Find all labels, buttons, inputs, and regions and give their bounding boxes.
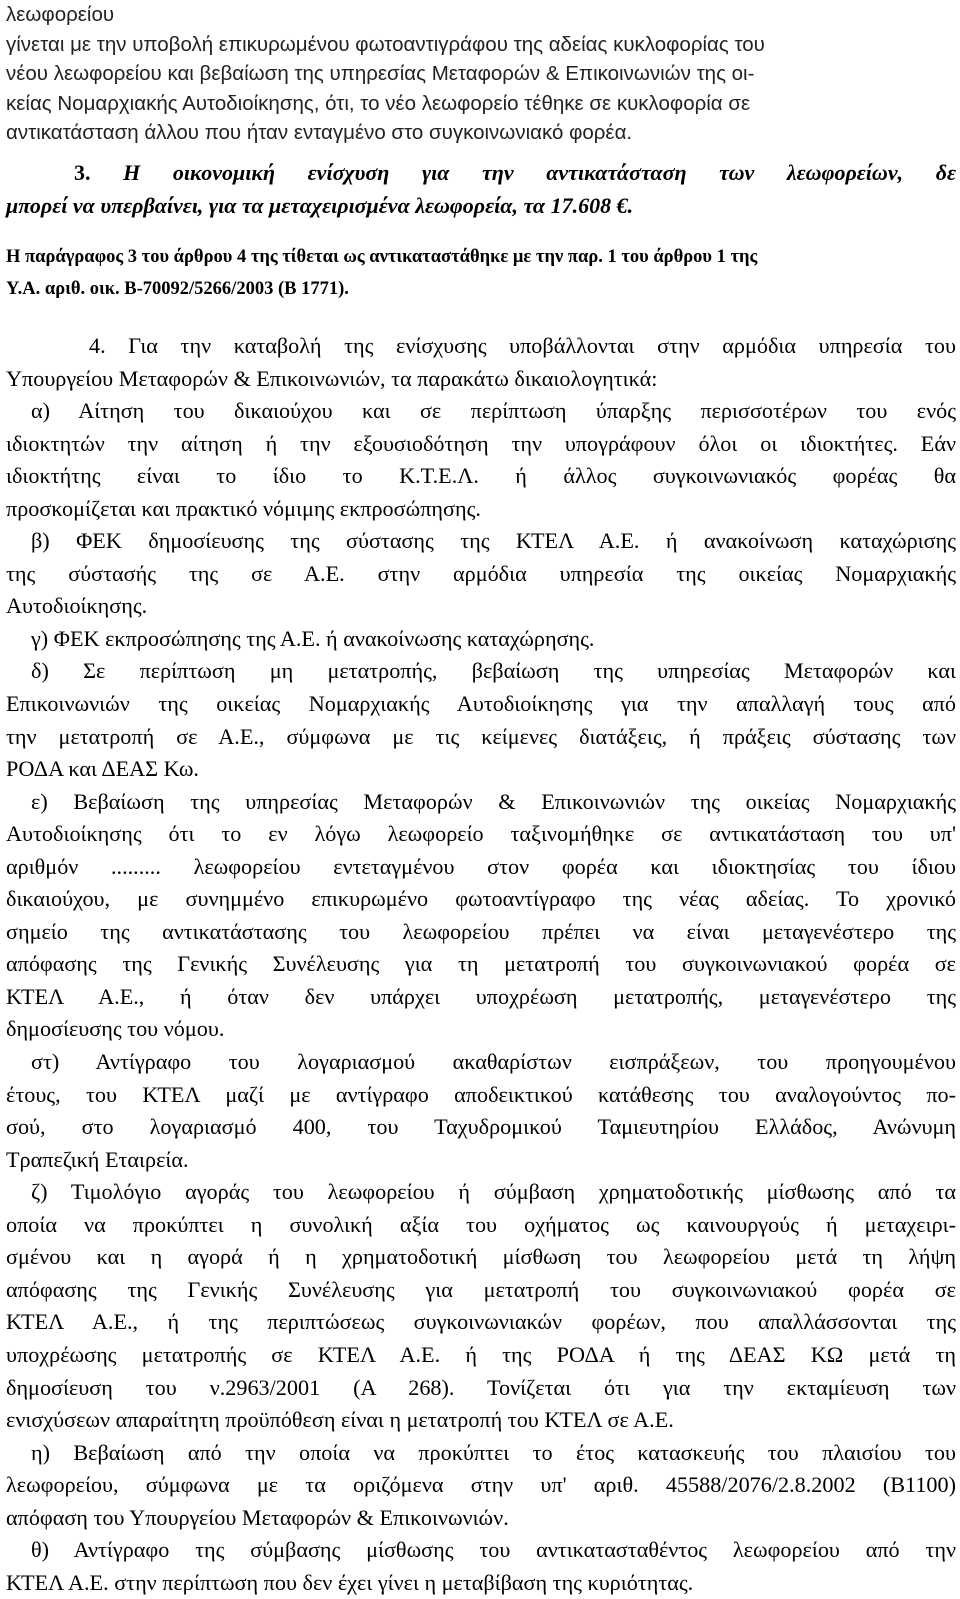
body-line: 4. Για την καταβολή της ενίσχυσης υποβάλλονται στην αρμόδια υπηρεσία του: [89, 333, 956, 358]
item-4-section: [6, 330, 956, 1599]
body-line: αριθμόν ......... λεωφορείου εντεταγμένου στον φορέα και ιδιοκτησίας του ίδιου: [6, 853, 956, 879]
body-line: Τραπεζική Εταιρεία.: [6, 1146, 189, 1172]
body-line: Επικοινωνιών της οικείας Νομαρχιακής Αυτοδιοίκησης για την απαλλαγή τους από: [6, 691, 956, 717]
body-line: δημοσίευσης του νόμου.: [6, 1016, 225, 1042]
note-line-1: Η παράγραφος 3 του άρθρου 4 της τίθεται ως αντικαταστάθηκε με την παρ. 1 του άρθρου 1 της: [6, 247, 758, 267]
body-line: προσκομίζεται και πρακτικό νόμιμης εκπροσώπησης.: [6, 495, 481, 521]
item-3-number: 3.: [74, 160, 91, 185]
body-line: ιδιοκτήτης είναι το ίδιο το Κ.Τ.Ε.Λ. ή άλλος συγκοινωνιακός φορέας θα: [6, 463, 956, 489]
body-line: ε) Βεβαίωση της υπηρεσίας Μεταφορών & Επικοινωνιών της οικείας Νομαρχιακής: [31, 788, 956, 814]
body-line: β) ΦΕΚ δημοσίευσης της σύστασης της ΚΤΕΛ Α.Ε. ή ανακοίνωση καταχώρισης: [31, 528, 956, 554]
body-line: υποχρέωσης μετατροπής σε ΚΤΕΛ Α.Ε. ή της ΡΟΔΑ ή της ΔΕΑΣ ΚΩ μετά τη: [6, 1341, 956, 1367]
body-line: δημοσίευση του ν.2963/2001 (Α 268). Τονίζεται ότι για την εκταμίευση των: [6, 1374, 956, 1400]
body-line: Αυτοδιοίκησης.: [6, 593, 148, 619]
body-line: σμένου και η αγορά ή η χρηματοδοτική μίσθωση του λεωφορείου μετά τη λήψη: [6, 1244, 956, 1270]
intro-line: αντικατάσταση άλλου που ήταν ενταγμένο στο συγκοινωνιακό φορέα.: [6, 121, 633, 145]
body-line: ΚΤΕΛ Α.Ε., ή όταν δεν υπάρχει υποχρέωση μετατροπής, μεταγενέστερο της: [6, 983, 956, 1009]
body-line: απόφασης της Γενικής Συνέλευσης για μετατροπή του συγκοινωνιακού φορέα σε: [6, 1276, 956, 1302]
intro-paragraph: [6, 0, 956, 148]
intro-line: κείας Νομαρχιακής Αυτοδιοίκησης, ότι, το νέο λεωφορείο τέθηκε σε κυκλοφορία σε: [6, 91, 751, 115]
body-line: της σύστασής της σε Α.Ε. στην αρμόδια υπηρεσία της οικείας Νομαρχιακής: [6, 560, 956, 586]
body-line: απόφαση του Υπουργείου Μεταφορών & Επικοινωνιών.: [6, 1504, 509, 1530]
body-line: Αυτοδιοίκησης ότι το εν λόγω λεωφορείο ταξινομήθηκε σε αντικατάσταση του υπ': [6, 821, 956, 847]
body-line: λεωφορείου, σύμφωνα με τα οριζόμενα στην υπ' αριθ. 45588/2076/2.8.2002 (Β1100): [6, 1472, 956, 1498]
body-line: σημείο της αντικατάστασης του λεωφορείου πρέπει να είναι μεταγενέστερο της: [6, 918, 956, 944]
body-line: δικαιούχου, με συνημμένο επικυρωμένο φωτοαντίγραφο της νέας αδείας. Το χρονικό: [6, 886, 956, 912]
intro-line: γίνεται με την υποβολή επικυρωμένου φωτοαντιγράφου της αδείας κυκλοφορίας του: [6, 32, 765, 56]
body-line: δ) Σε περίπτωση μη μετατροπής, βεβαίωση της υπηρεσίας Μεταφορών και: [31, 658, 956, 684]
item-3-line-2: μπορεί να υπερβαίνει, για τα μεταχειρισμένα λεωφορεία, τα 17.608 €.: [6, 193, 634, 218]
note-line-2: Υ.Α. αριθ. οικ. Β-70092/5266/2003 (Β 1771).: [6, 279, 349, 299]
body-line: ιδιοκτητών την αίτηση ή την εξουσιοδότηση την υπογράφουν όλοι οι ιδιοκτήτες. Εάν: [6, 430, 956, 456]
body-line: ΚΤΕΛ Α.Ε., ή της περιπτώσεως συγκοινωνιακών φορέων, που απαλλάσσονται της: [6, 1309, 956, 1335]
body-line: έτους, του ΚΤΕΛ μαζί με αντίγραφο αποδεικτικού κατάθεσης του αναλογούντος πο-: [6, 1081, 956, 1107]
intro-line: νέου λεωφορείου και βεβαίωση της υπηρεσίας Μεταφορών & Επικοινωνιών της οι-: [6, 62, 755, 86]
body-line: την μετατροπή σε Α.Ε., σύμφωνα με τις κείμενες διατάξεις, ή πράξεις σύστασης των: [6, 723, 956, 749]
item-3-paragraph: [6, 156, 956, 222]
body-line: γ) ΦΕΚ εκπροσώπησης της Α.Ε. ή ανακοίνωσης καταχώρησης.: [31, 625, 595, 651]
item-3-line-1: Η οικονομική ενίσχυση για την αντικατάσταση των λεωφορείων, δε: [123, 160, 956, 185]
amendment-note: [6, 241, 956, 305]
body-line: ΡΟΔΑ και ΔΕΑΣ Κω.: [6, 756, 199, 782]
intro-line: λεωφορείου: [6, 3, 115, 26]
body-line: α) Αίτηση του δικαιούχου και σε περίπτωση ύπαρξης περισσοτέρων του ενός: [31, 398, 956, 424]
body-line: θ) Αντίγραφο της σύμβασης μίσθωσης του αντικατασταθέντος λεωφορείου από την: [31, 1537, 956, 1563]
body-line: στ) Αντίγραφο του λογαριασμού ακαθαρίστων εισπράξεων, του προηγουμένου: [31, 1049, 956, 1075]
body-line: απόφασης της Γενικής Συνέλευσης για τη μετατροπή του συγκοινωνιακού φορέα σε: [6, 951, 956, 977]
body-line: οποία να προκύπτει η συνολική αξία του οχήματος ως καινουργούς ή μεταχειρι-: [6, 1211, 956, 1237]
body-line: Υπουργείου Μεταφορών & Επικοινωνιών, τα παρακάτω δικαιολογητικά:: [6, 365, 658, 391]
body-line: η) Βεβαίωση από την οποία να προκύπτει το έτος κατασκευής του πλαισίου του: [31, 1439, 956, 1465]
body-line: σού, στο λογαριασμό 400, του Ταχυδρομικού Ταμιευτηρίου Ελλάδος, Ανώνυμη: [6, 1114, 956, 1140]
body-line: ζ) Τιμολόγιο αγοράς του λεωφορείου ή σύμβαση χρηματοδοτικής μίσθωσης από τα: [31, 1179, 956, 1205]
body-line: ενισχύσεων απαραίτητη προϋπόθεση είναι η μετατροπή του ΚΤΕΛ σε Α.Ε.: [6, 1407, 674, 1433]
body-line: ΚΤΕΛ Α.Ε. στην περίπτωση που δεν έχει γίνει η μεταβίβαση της κυριότητας.: [6, 1569, 694, 1595]
